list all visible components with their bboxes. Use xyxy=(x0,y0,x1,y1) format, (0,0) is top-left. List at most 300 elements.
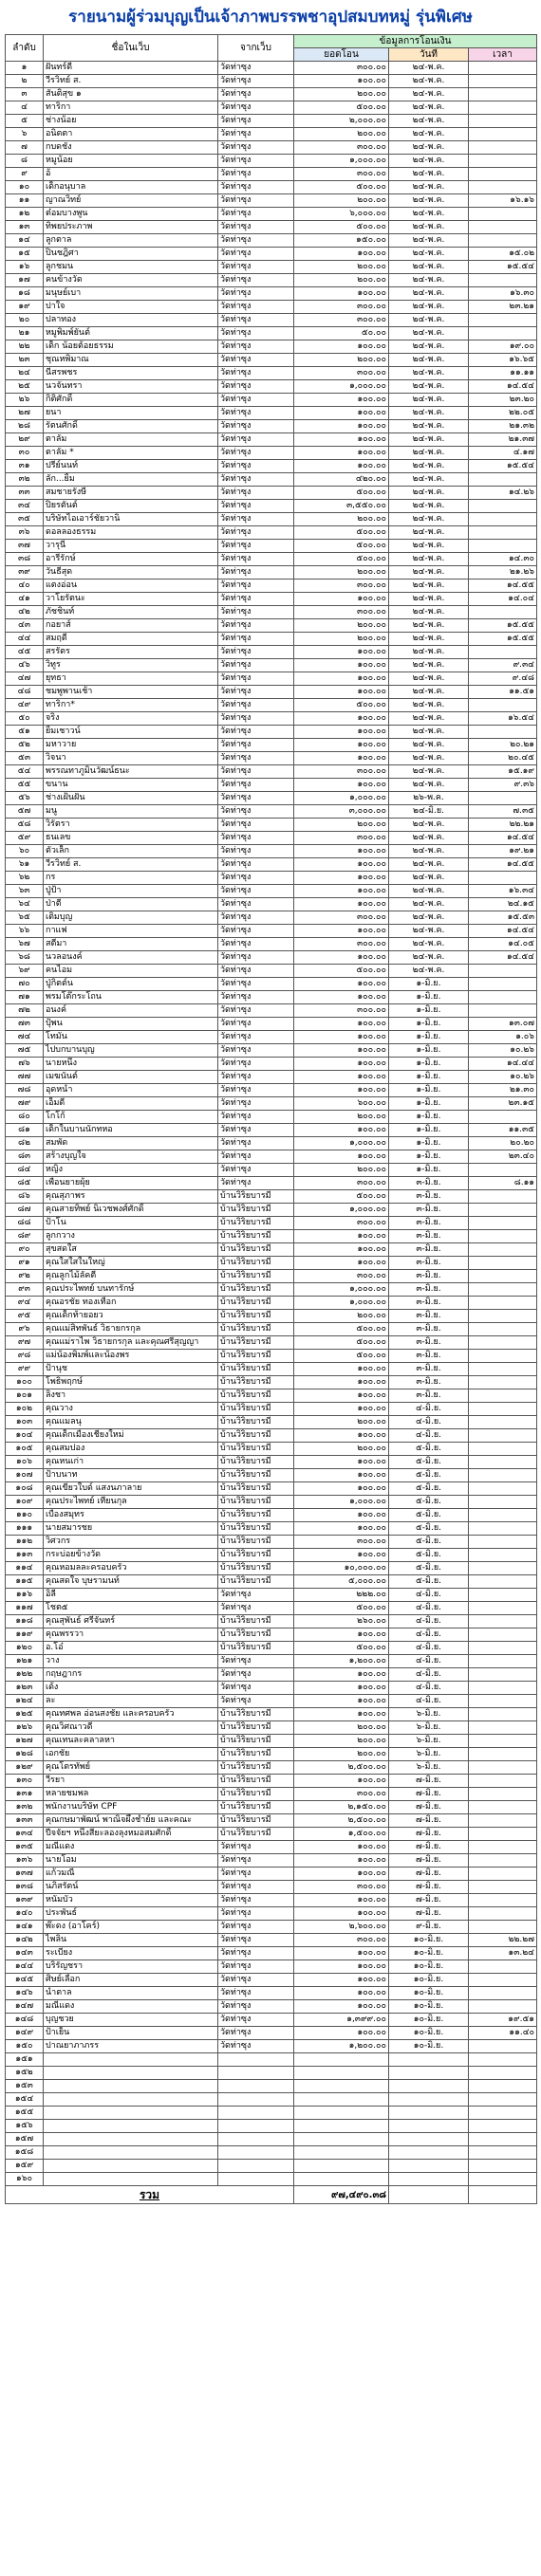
transfer-amount: ๑๐๐.๐๐ xyxy=(294,593,389,606)
donor-name: คนไอม xyxy=(44,965,218,978)
transfer-date: ๒๔-พ.ค. xyxy=(389,659,469,672)
transfer-time: ๒๒.๒๗ xyxy=(469,1934,537,1947)
donor-name: สรรัตร xyxy=(44,646,218,659)
donor-source: วัดท่าซุง xyxy=(218,500,294,513)
transfer-amount: ๑๐๐.๐๐ xyxy=(294,686,389,699)
table-row xyxy=(6,1058,537,1071)
transfer-time xyxy=(469,473,537,487)
donor-name: คุณสุภาพร xyxy=(44,1190,218,1204)
transfer-date: ๑๐-มิ.ย. xyxy=(389,2000,469,2014)
table-row xyxy=(6,487,537,500)
transfer-date: ๑-มิ.ย. xyxy=(389,1150,469,1164)
table-row xyxy=(6,1336,537,1350)
transfer-time: ๑๖.๕๔ xyxy=(469,712,537,726)
transfer-date: ๑-มิ.ย. xyxy=(389,1004,469,1018)
donor-name: ช่างเฝ้นฝัน xyxy=(44,792,218,805)
transfer-time xyxy=(469,1336,537,1350)
table-row xyxy=(6,832,537,845)
transfer-date: ๔-มิ.ย. xyxy=(389,1602,469,1615)
transfer-time xyxy=(469,1429,537,1443)
donor-source: วัดท่าซุง xyxy=(218,726,294,739)
row-number: ๑๒๐ xyxy=(6,1642,44,1655)
transfer-time xyxy=(469,1960,537,1974)
table-row xyxy=(6,2027,537,2040)
transfer-time xyxy=(469,2040,537,2053)
donor-source: บ้านวิริยบารมี xyxy=(218,1350,294,1363)
donor-name: แม่น้องพิมพ์และน้องพร xyxy=(44,1350,218,1363)
transfer-amount: ๑๐๐.๐๐ xyxy=(294,659,389,672)
row-number: ๕๖ xyxy=(6,792,44,805)
transfer-amount: ๕๐๐.๐๐ xyxy=(294,101,389,115)
transfer-date: ๒๔-พ.ค. xyxy=(389,261,469,274)
donor-name: กร xyxy=(44,872,218,885)
donor-source: วัดท่าซุง xyxy=(218,473,294,487)
total-amount: ๙๗,๔๙๐.๓๘ xyxy=(294,2186,389,2204)
transfer-amount: ๑๐๐.๐๐ xyxy=(294,726,389,739)
table-row xyxy=(6,858,537,872)
table-row xyxy=(6,1071,537,1084)
transfer-date: ๒๔-พ.ค. xyxy=(389,752,469,765)
row-number: ๖๕ xyxy=(6,911,44,925)
table-row xyxy=(6,1283,537,1297)
donor-name: สตีมา xyxy=(44,938,218,951)
table-row xyxy=(6,1190,537,1204)
transfer-time xyxy=(469,1881,537,1894)
donor-name: ป่าตี xyxy=(44,898,218,911)
transfer-time xyxy=(469,1761,537,1775)
transfer-time xyxy=(469,1004,537,1018)
row-number: ๒๘ xyxy=(6,420,44,433)
transfer-time xyxy=(469,208,537,221)
transfer-date: ๑๐-มิ.ย. xyxy=(389,2027,469,2040)
transfer-time: ๑๙.๒๑ xyxy=(469,845,537,858)
donor-name: บริรัญชรา xyxy=(44,1960,218,1974)
donor-source: วัดท่าซุง xyxy=(218,487,294,500)
donor-name: ธนเลข xyxy=(44,832,218,845)
donor-name: บริษัทไอเอาร์ชัยวานิ xyxy=(44,513,218,526)
donor-name: ลิงชา xyxy=(44,1389,218,1403)
donor-source: บ้านวิริยบารมี xyxy=(218,1376,294,1389)
transfer-time: ๑๙.๕๑ xyxy=(469,2014,537,2027)
donor-source: วัดท่าซุง xyxy=(218,752,294,765)
donor-name: เอ็มดี xyxy=(44,1097,218,1111)
table-row xyxy=(6,739,537,752)
row-number: ๑๑๓ xyxy=(6,1549,44,1562)
table-row xyxy=(6,141,537,155)
donor-name: ฝันทร์ดี xyxy=(44,62,218,75)
transfer-date: ๑๐-มิ.ย. xyxy=(389,2040,469,2053)
table-row xyxy=(6,1124,537,1137)
transfer-date: ๔-มิ.ย. xyxy=(389,1642,469,1655)
transfer-amount: ๒๐๐.๐๐ xyxy=(294,513,389,526)
donor-name: มณีแดง xyxy=(44,2000,218,2014)
donor-name: คุณอรชัย ทองเทือก xyxy=(44,1297,218,1310)
row-number: ๕๕ xyxy=(6,779,44,792)
transfer-time xyxy=(469,1628,537,1642)
transfer-date: ๒๔-พ.ค. xyxy=(389,500,469,513)
row-number: ๑๔๗ xyxy=(6,2000,44,2014)
row-number: ๙๕ xyxy=(6,1310,44,1323)
table-row xyxy=(6,101,537,115)
transfer-time: ๑๔.๔๔ xyxy=(469,1058,537,1071)
table-row xyxy=(6,500,537,513)
row-number: ๑๒๓ xyxy=(6,1682,44,1695)
transfer-date: ๓-มิ.ย. xyxy=(389,1283,469,1297)
donor-name: ช่างน้อย xyxy=(44,115,218,128)
table-row xyxy=(6,712,537,726)
transfer-date: ๒๔-พ.ค. xyxy=(389,726,469,739)
row-number: ๑๔๖ xyxy=(6,1987,44,2000)
table-row xyxy=(6,248,537,261)
donor-name: คุณเทนละคลาลหา xyxy=(44,1735,218,1748)
table-row xyxy=(6,845,537,858)
transfer-date: ๕-มิ.ย. xyxy=(389,1509,469,1522)
transfer-amount: ๑๐๐.๐๐ xyxy=(294,646,389,659)
transfer-amount: ๓๐๐.๐๐ xyxy=(294,301,389,314)
donor-source: วัดท่าซุง xyxy=(218,2027,294,2040)
table-row xyxy=(6,1748,537,1761)
donor-source xyxy=(218,2093,294,2107)
row-number: ๒๖ xyxy=(6,394,44,407)
donor-source: บ้านวิริยบารมี xyxy=(218,1549,294,1562)
transfer-time: ๑๔.๕๔ xyxy=(469,380,537,394)
donor-name: ปุ้พน xyxy=(44,1018,218,1031)
row-number: ๗๖ xyxy=(6,1058,44,1071)
transfer-amount: ๑๐๐.๐๐ xyxy=(294,925,389,938)
transfer-time xyxy=(469,128,537,141)
transfer-time: ๑๔.๕๔ xyxy=(469,832,537,845)
donor-name: คุณหนเก่า xyxy=(44,1456,218,1469)
header-transfer: ข้อมูลการโอนเงิน xyxy=(294,35,537,48)
transfer-date: ๒๔-พ.ค. xyxy=(389,314,469,327)
row-number: ๖๔ xyxy=(6,898,44,911)
table-row xyxy=(6,75,537,88)
transfer-amount: ๑๐๐.๐๐ xyxy=(294,75,389,88)
transfer-date: ๓-มิ.ย. xyxy=(389,1257,469,1270)
transfer-date: ๒๔-พ.ค. xyxy=(389,672,469,686)
transfer-amount: ๔๒๐.๐๐ xyxy=(294,473,389,487)
table-row xyxy=(6,1509,537,1522)
row-number: ๑๐๘ xyxy=(6,1482,44,1496)
row-number: ๓๒ xyxy=(6,473,44,487)
table-row xyxy=(6,1947,537,1960)
donor-name: ลูกตาล xyxy=(44,234,218,248)
transfer-amount: ๑๐๐.๐๐ xyxy=(294,858,389,872)
donor-name: วิรัตรา xyxy=(44,819,218,832)
donor-source: บ้านวิริยบารมี xyxy=(218,1243,294,1257)
transfer-date: ๑๐-มิ.ย. xyxy=(389,1947,469,1960)
transfer-amount: ๑,๐๐๐.๐๐ xyxy=(294,380,389,394)
transfer-date: ๓-มิ.ย. xyxy=(389,1230,469,1243)
row-number: ๔๗ xyxy=(6,672,44,686)
transfer-amount: ๖,๐๐๐.๐๐ xyxy=(294,208,389,221)
row-number: ๖๒ xyxy=(6,872,44,885)
transfer-date: ๑๐-มิ.ย. xyxy=(389,2014,469,2027)
row-number: ๑๐๕ xyxy=(6,1443,44,1456)
table-row xyxy=(6,951,537,965)
row-number: ๑๕๔ xyxy=(6,2093,44,2107)
transfer-date: ๑-มิ.ย. xyxy=(389,1137,469,1150)
row-number: ๑๕๒ xyxy=(6,2067,44,2080)
donor-name: รัตนศักดิ์ xyxy=(44,420,218,433)
transfer-time xyxy=(469,181,537,194)
table-row xyxy=(6,1841,537,1854)
row-number: ๑๓๓ xyxy=(6,1814,44,1828)
transfer-amount: ๕๐๐.๐๐ xyxy=(294,1602,389,1615)
row-number: ๗๗ xyxy=(6,1071,44,1084)
table-row xyxy=(6,1801,537,1814)
table-row xyxy=(6,925,537,938)
transfer-time xyxy=(469,88,537,101)
transfer-amount: ๒,๕๐๐.๐๐ xyxy=(294,1761,389,1775)
table-row xyxy=(6,261,537,274)
transfer-time: ๒๒.๐๕ xyxy=(469,407,537,420)
transfer-time xyxy=(469,75,537,88)
table-row xyxy=(6,1018,537,1031)
transfer-date: ๗-มิ.ย. xyxy=(389,1881,469,1894)
transfer-date: ๒๔-พ.ค. xyxy=(389,938,469,951)
table-row xyxy=(6,819,537,832)
table-row xyxy=(6,2107,537,2120)
donor-name: คุณเขียวใบด์ แสงนภาลาย xyxy=(44,1482,218,1496)
donor-source: บ้านวิริยบารมี xyxy=(218,1443,294,1456)
row-number: ๓๕ xyxy=(6,513,44,526)
transfer-time xyxy=(469,1642,537,1655)
donor-name: ป้าเย็น xyxy=(44,2027,218,2040)
transfer-amount: ๑๐๐.๐๐ xyxy=(294,2027,389,2040)
donor-source: วัดท่าซุง xyxy=(218,1841,294,1854)
donor-name: คุณกษมาพัฒน์ พาณิจผึ้งชำย์ย และคณะ xyxy=(44,1814,218,1828)
row-number: ๗๘ xyxy=(6,1084,44,1097)
transfer-date: ๒๔-พ.ค. xyxy=(389,513,469,526)
row-number: ๕๔ xyxy=(6,765,44,779)
transfer-time: ๑๔.๕๔ xyxy=(469,951,537,965)
donor-source: วัดท่าซุง xyxy=(218,659,294,672)
transfer-amount: ๑๐๐.๐๐ xyxy=(294,2000,389,2014)
donor-name: พ๊ะดง (อาโคร์) xyxy=(44,1921,218,1934)
transfer-time xyxy=(469,1735,537,1748)
donor-name: เด็กอนุบาล xyxy=(44,181,218,194)
row-number: ๑๒๕ xyxy=(6,1708,44,1721)
row-number: ๖ xyxy=(6,128,44,141)
table-row xyxy=(6,1204,537,1217)
transfer-date: ๒๔-พ.ค. xyxy=(389,274,469,287)
donor-source: วัดท่าซุง xyxy=(218,234,294,248)
transfer-date: ๒๔-พ.ค. xyxy=(389,951,469,965)
table-row xyxy=(6,1403,537,1416)
donor-name: เมฆนันต์ xyxy=(44,1071,218,1084)
transfer-time xyxy=(469,1389,537,1403)
transfer-time: ๒๓.๒๐ xyxy=(469,394,537,407)
transfer-date: ๑-มิ.ย. xyxy=(389,1044,469,1058)
donor-source: บ้านวิริยบารมี xyxy=(218,1482,294,1496)
donor-source: วัดท่าซุง xyxy=(218,925,294,938)
donor-name: คุณแม่สิทพันธ์ วิธายกรกุล xyxy=(44,1323,218,1336)
table-row xyxy=(6,540,537,553)
transfer-amount xyxy=(294,2173,389,2186)
donor-name: หนัมบัว xyxy=(44,1894,218,1907)
transfer-time xyxy=(469,2133,537,2146)
transfer-time: ๑๑.๑๑ xyxy=(469,367,537,380)
table-row xyxy=(6,274,537,287)
transfer-time xyxy=(469,1522,537,1536)
donor-source: บ้านวิริยบารมี xyxy=(218,1562,294,1575)
row-number: ๗๑ xyxy=(6,991,44,1004)
table-row xyxy=(6,1894,537,1907)
transfer-time: ๑๕.๕๓ xyxy=(469,911,537,925)
transfer-date xyxy=(389,2173,469,2186)
donor-name: นายสมารชย xyxy=(44,1522,218,1536)
donor-source: วัดท่าซุง xyxy=(218,141,294,155)
transfer-amount: ๑๐๐.๐๐ xyxy=(294,1668,389,1682)
transfer-amount: ๑๐๐.๐๐ xyxy=(294,752,389,765)
transfer-amount: ๑,๒๐๐.๐๐ xyxy=(294,1655,389,1668)
donor-name: บุญชวย xyxy=(44,2014,218,2027)
donor-source: วัดท่าซุง xyxy=(218,885,294,898)
table-row xyxy=(6,885,537,898)
table-row xyxy=(6,1775,537,1788)
transfer-time xyxy=(469,2107,537,2120)
donor-source: บ้านวิริยบารมี xyxy=(218,1336,294,1350)
transfer-time xyxy=(469,1257,537,1270)
donor-source xyxy=(218,2107,294,2120)
transfer-date: ๒๔-พ.ค. xyxy=(389,394,469,407)
donor-source: วัดท่าซุง xyxy=(218,248,294,261)
transfer-amount: ๑๐๐.๐๐ xyxy=(294,248,389,261)
transfer-amount: ๕๐๐.๐๐ xyxy=(294,553,389,566)
transfer-amount: ๑,๕๐๐.๐๐ xyxy=(294,1828,389,1841)
transfer-amount: ๓๐๐.๐๐ xyxy=(294,1536,389,1549)
donor-source: วัดท่าซุง xyxy=(218,380,294,394)
donor-name: ไปบกบานบุญ xyxy=(44,1044,218,1058)
transfer-time xyxy=(469,274,537,287)
row-number: ๔๑ xyxy=(6,593,44,606)
donor-source xyxy=(218,2173,294,2186)
transfer-date: ๒๔-พ.ค. xyxy=(389,712,469,726)
donor-source: บ้านวิริยบารมี xyxy=(218,1708,294,1721)
transfer-time: ๑๕.๕๕ xyxy=(469,633,537,646)
table-row xyxy=(6,1575,537,1589)
transfer-amount: ๕๐๐.๐๐ xyxy=(294,526,389,540)
donor-name: อิลี xyxy=(44,1589,218,1602)
donor-name: คุณสดใจ บุษรามนท์ xyxy=(44,1575,218,1589)
transfer-amount: ๕๐๐.๐๐ xyxy=(294,1642,389,1655)
transfer-date: ๒๔-พ.ค. xyxy=(389,221,469,234)
donor-name: วารุนี xyxy=(44,540,218,553)
transfer-time: ๒๓.๒๑ xyxy=(469,301,537,314)
donor-source: วัดท่าซุง xyxy=(218,1111,294,1124)
transfer-time xyxy=(469,1695,537,1708)
donor-name: หลายชมพล xyxy=(44,1788,218,1801)
transfer-date: ๕-มิ.ย. xyxy=(389,1536,469,1549)
transfer-time: ๑๓.๐๗ xyxy=(469,1018,537,1031)
transfer-amount: ๑๐๐.๐๐ xyxy=(294,1389,389,1403)
row-number: ๙๒ xyxy=(6,1270,44,1283)
row-number: ๑๔๒ xyxy=(6,1934,44,1947)
row-number: ๔๐ xyxy=(6,580,44,593)
transfer-amount: ๑๐๐.๐๐ xyxy=(294,1429,389,1443)
transfer-amount: ๒๐๐.๐๐ xyxy=(294,1735,389,1748)
transfer-amount: ๑๐๐.๐๐ xyxy=(294,1482,389,1496)
row-number: ๑๔๙ xyxy=(6,2027,44,2040)
donor-source: บ้านวิริยบารมี xyxy=(218,1190,294,1204)
transfer-amount: ๑๐๐.๐๐ xyxy=(294,1257,389,1270)
table-row xyxy=(6,1589,537,1602)
transfer-time xyxy=(469,726,537,739)
donor-source: บ้านวิริยบารมี xyxy=(218,1775,294,1788)
donor-source: วัดท่าซุง xyxy=(218,1921,294,1934)
donor-name: กบดชัง xyxy=(44,141,218,155)
row-number: ๗๕ xyxy=(6,1044,44,1058)
donor-source: บ้านวิริยบารมี xyxy=(218,1416,294,1429)
table-row xyxy=(6,1429,537,1443)
transfer-time xyxy=(469,1443,537,1456)
table-row xyxy=(6,128,537,141)
row-number: ๑๐ xyxy=(6,181,44,194)
row-number: ๗๓ xyxy=(6,1018,44,1031)
transfer-time xyxy=(469,1416,537,1429)
donor-name: ดอลลองธรรม xyxy=(44,526,218,540)
donor-name: ปู่ป้า xyxy=(44,885,218,898)
transfer-time xyxy=(469,1748,537,1761)
transfer-amount: ๓๐๐.๐๐ xyxy=(294,1217,389,1230)
donor-source: วัดท่าซุง xyxy=(218,327,294,340)
transfer-date: ๑-มิ.ย. xyxy=(389,991,469,1004)
transfer-amount: ๑๐๐.๐๐ xyxy=(294,1018,389,1031)
table-row xyxy=(6,1522,537,1536)
transfer-date: ๒๔-พ.ค. xyxy=(389,646,469,659)
transfer-date: ๑-มิ.ย. xyxy=(389,1071,469,1084)
transfer-amount: ๓๐๐.๐๐ xyxy=(294,832,389,845)
transfer-time xyxy=(469,540,537,553)
donor-source: วัดท่าซุง xyxy=(218,646,294,659)
row-number: ๑๒๔ xyxy=(6,1695,44,1708)
transfer-time xyxy=(469,2053,537,2067)
donor-source: วัดท่าซุง xyxy=(218,1907,294,1921)
donor-source: วัดท่าซุง xyxy=(218,633,294,646)
transfer-amount: ๑,๐๐๐.๐๐ xyxy=(294,1137,389,1150)
row-number: ๑๖๐ xyxy=(6,2173,44,2186)
transfer-amount: ๑๐๐.๐๐ xyxy=(294,1894,389,1907)
table-row xyxy=(6,792,537,805)
donor-source: วัดท่าซุง xyxy=(218,858,294,872)
transfer-time: ๘.๑๑ xyxy=(469,1177,537,1190)
row-number: ๙๑ xyxy=(6,1257,44,1270)
table-row xyxy=(6,1310,537,1323)
donor-source: วัดท่าซุง xyxy=(218,1960,294,1974)
transfer-amount: ๓๐๐.๐๐ xyxy=(294,1881,389,1894)
transfer-amount: ๑๐๐.๐๐ xyxy=(294,1058,389,1071)
table-row xyxy=(6,1960,537,1974)
donor-source: บ้านวิริยบารมี xyxy=(218,1297,294,1310)
transfer-amount: ๑๐๐.๐๐ xyxy=(294,1974,389,1987)
donor-name: วันธีสุด xyxy=(44,566,218,580)
donor-name: โชต๕ xyxy=(44,1602,218,1615)
transfer-time xyxy=(469,1907,537,1921)
table-row xyxy=(6,1549,537,1562)
transfer-amount: ๕๐๐.๐๐ xyxy=(294,221,389,234)
transfer-time: ๑๙.๐๐ xyxy=(469,340,537,354)
row-number: ๑๒๙ xyxy=(6,1761,44,1775)
donor-name: สมชายรังษี xyxy=(44,487,218,500)
transfer-amount: ๑๐๐.๐๐ xyxy=(294,460,389,473)
donor-source: วัดท่าซุง xyxy=(218,566,294,580)
donor-name: วีรยา xyxy=(44,1775,218,1788)
transfer-time xyxy=(469,327,537,340)
table-row xyxy=(6,287,537,301)
transfer-date: ๒๔-พ.ค. xyxy=(389,566,469,580)
donor-source xyxy=(218,2160,294,2173)
